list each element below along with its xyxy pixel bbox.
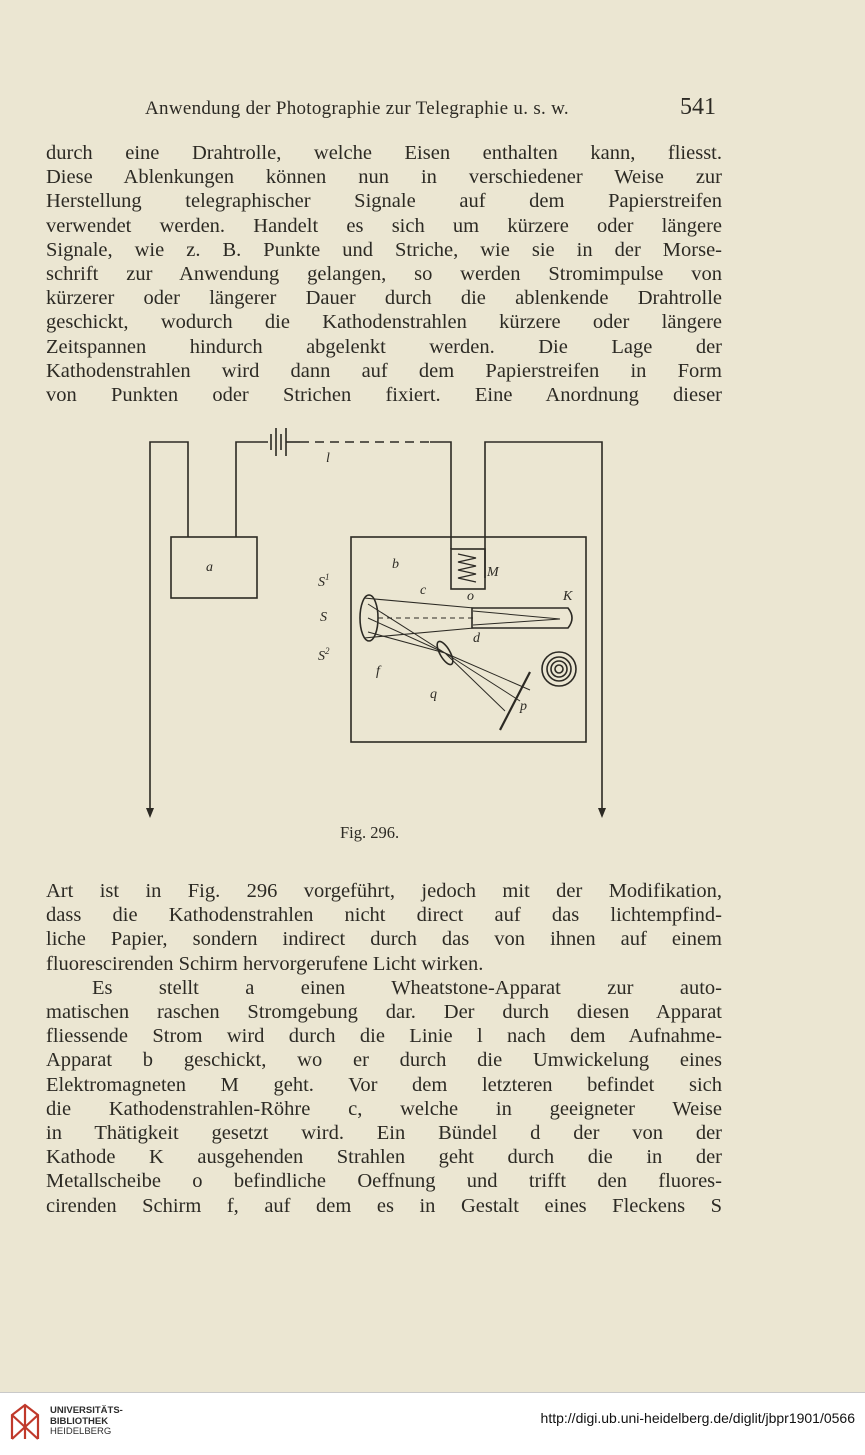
- text-line: Es stellt a einen Wheatstone-Apparat zur auto-: [92, 976, 722, 999]
- label-M: M: [487, 565, 499, 580]
- text-line: Diese Ablenkungen können nun in verschiedener Weise zur: [46, 166, 722, 189]
- page-number: 541: [680, 94, 716, 120]
- label-f: f: [376, 664, 380, 679]
- text-line: Apparat b geschickt, wo er durch die Umwickelung eines: [46, 1049, 722, 1072]
- label-S: S: [320, 610, 327, 625]
- text-line: Kathode K ausgehenden Strahlen geht durch die in der: [46, 1146, 722, 1169]
- label-p: p: [520, 699, 527, 714]
- text-line: Herstellung telegraphischer Signale auf dem Papierstreifen: [46, 190, 722, 213]
- text-line: von Punkten oder Strichen fixiert. Eine Anordnung dieser: [46, 384, 722, 407]
- arrow-right: [598, 808, 606, 818]
- text-line: fliessende Strom wird durch die Linie l nach dem Aufnahme-: [46, 1025, 722, 1048]
- electromagnet-coil: [451, 549, 485, 589]
- paragraph-1: [46, 141, 722, 407]
- text-line: dass die Kathodenstrahlen nicht direct auf das lichtempfind-: [46, 904, 722, 927]
- wire-left: [150, 442, 188, 810]
- text-line: kürzerer oder längerer Dauer durch die ablenkende Drahtrolle: [46, 287, 722, 310]
- running-head: Anwendung der Photographie zur Telegraphie u. s. w.: [145, 98, 569, 119]
- label-b: b: [392, 557, 399, 572]
- text-line: matischen raschen Stromgebung dar. Der durch diesen Apparat: [46, 1001, 722, 1024]
- text-line: Kathodenstrahlen wird dann auf dem Papierstreifen in Form: [46, 359, 722, 382]
- text-line: verwendet werden. Handelt es sich um kürzere oder längere: [46, 214, 722, 237]
- text-line: in Thätigkeit gesetzt wird. Ein Bündel d der von der: [46, 1122, 722, 1145]
- permalink-url[interactable]: http://digi.ub.uni-heidelberg.de/diglit/jbpr1901/0566: [540, 1410, 855, 1426]
- text-line: Art ist in Fig. 296 vorgeführt, jedoch mit der Modifikation,: [46, 880, 722, 902]
- text-line: geschickt, wodurch die Kathodenstrahlen kürzere oder längere: [46, 311, 722, 334]
- text-line: Zeitspannen hindurch abgelenkt werden. Die Lage der: [46, 335, 722, 358]
- arrow-left: [146, 808, 154, 818]
- label-S2: $S^2$: [318, 646, 330, 664]
- library-logo-text[interactable]: [50, 1406, 123, 1438]
- label-S1: $S^1$: [318, 572, 330, 590]
- spiral-disc: [542, 652, 576, 686]
- wire-to-magnet: [430, 442, 451, 549]
- text-line: fluorescirenden Schirm hervorgerufene Licht wirken.: [46, 952, 484, 975]
- text-line: liche Papier, sondern indirect durch das von ihnen auf einem: [46, 928, 722, 951]
- text-line: Elektromagneten M geht. Vor dem letzteren befindet sich: [46, 1073, 722, 1096]
- wire-a-to-battery: [236, 442, 268, 537]
- text-line: durch eine Drahtrolle, welche Eisen enthalten kann, fliesst.: [46, 142, 722, 164]
- logo-line: BIBLIOTHEK: [50, 1415, 109, 1427]
- logo-line: HEIDELBERG: [50, 1426, 112, 1437]
- figure-caption: Fig. 296.: [340, 823, 400, 842]
- text-line: Metallscheibe o befindliche Oeffnung und trifft den fluores-: [46, 1170, 722, 1193]
- label-K: K: [563, 589, 573, 604]
- logo-line: UNIVERSITÄTS-: [50, 1405, 123, 1416]
- cathode-tube: [472, 608, 572, 628]
- text-line: die Kathodenstrahlen-Röhre c, welche in geeigneter Weise: [46, 1097, 722, 1120]
- label-q: q: [430, 687, 437, 702]
- wheatstone-apparatus-box: [171, 537, 257, 598]
- paragraph-2: [46, 879, 722, 1218]
- label-o: o: [467, 589, 474, 604]
- wire-from-magnet: [485, 442, 602, 810]
- viewer-footer: [0, 1392, 865, 1455]
- figure-296-diagram: [140, 420, 620, 830]
- label-c: c: [420, 583, 427, 598]
- text-line: cirenden Schirm f, auf dem es in Gestalt eines Fleckens S: [46, 1194, 722, 1217]
- text-line: Signale, wie z. B. Punkte und Striche, wie sie in der Morse-: [46, 238, 722, 261]
- label-l: l: [326, 451, 330, 466]
- library-logo-icon[interactable]: [8, 1401, 42, 1443]
- text-line: schrift zur Anwendung gelangen, so werden Stromimpulse von: [46, 263, 722, 286]
- label-a: a: [206, 560, 213, 575]
- label-d: d: [473, 631, 480, 646]
